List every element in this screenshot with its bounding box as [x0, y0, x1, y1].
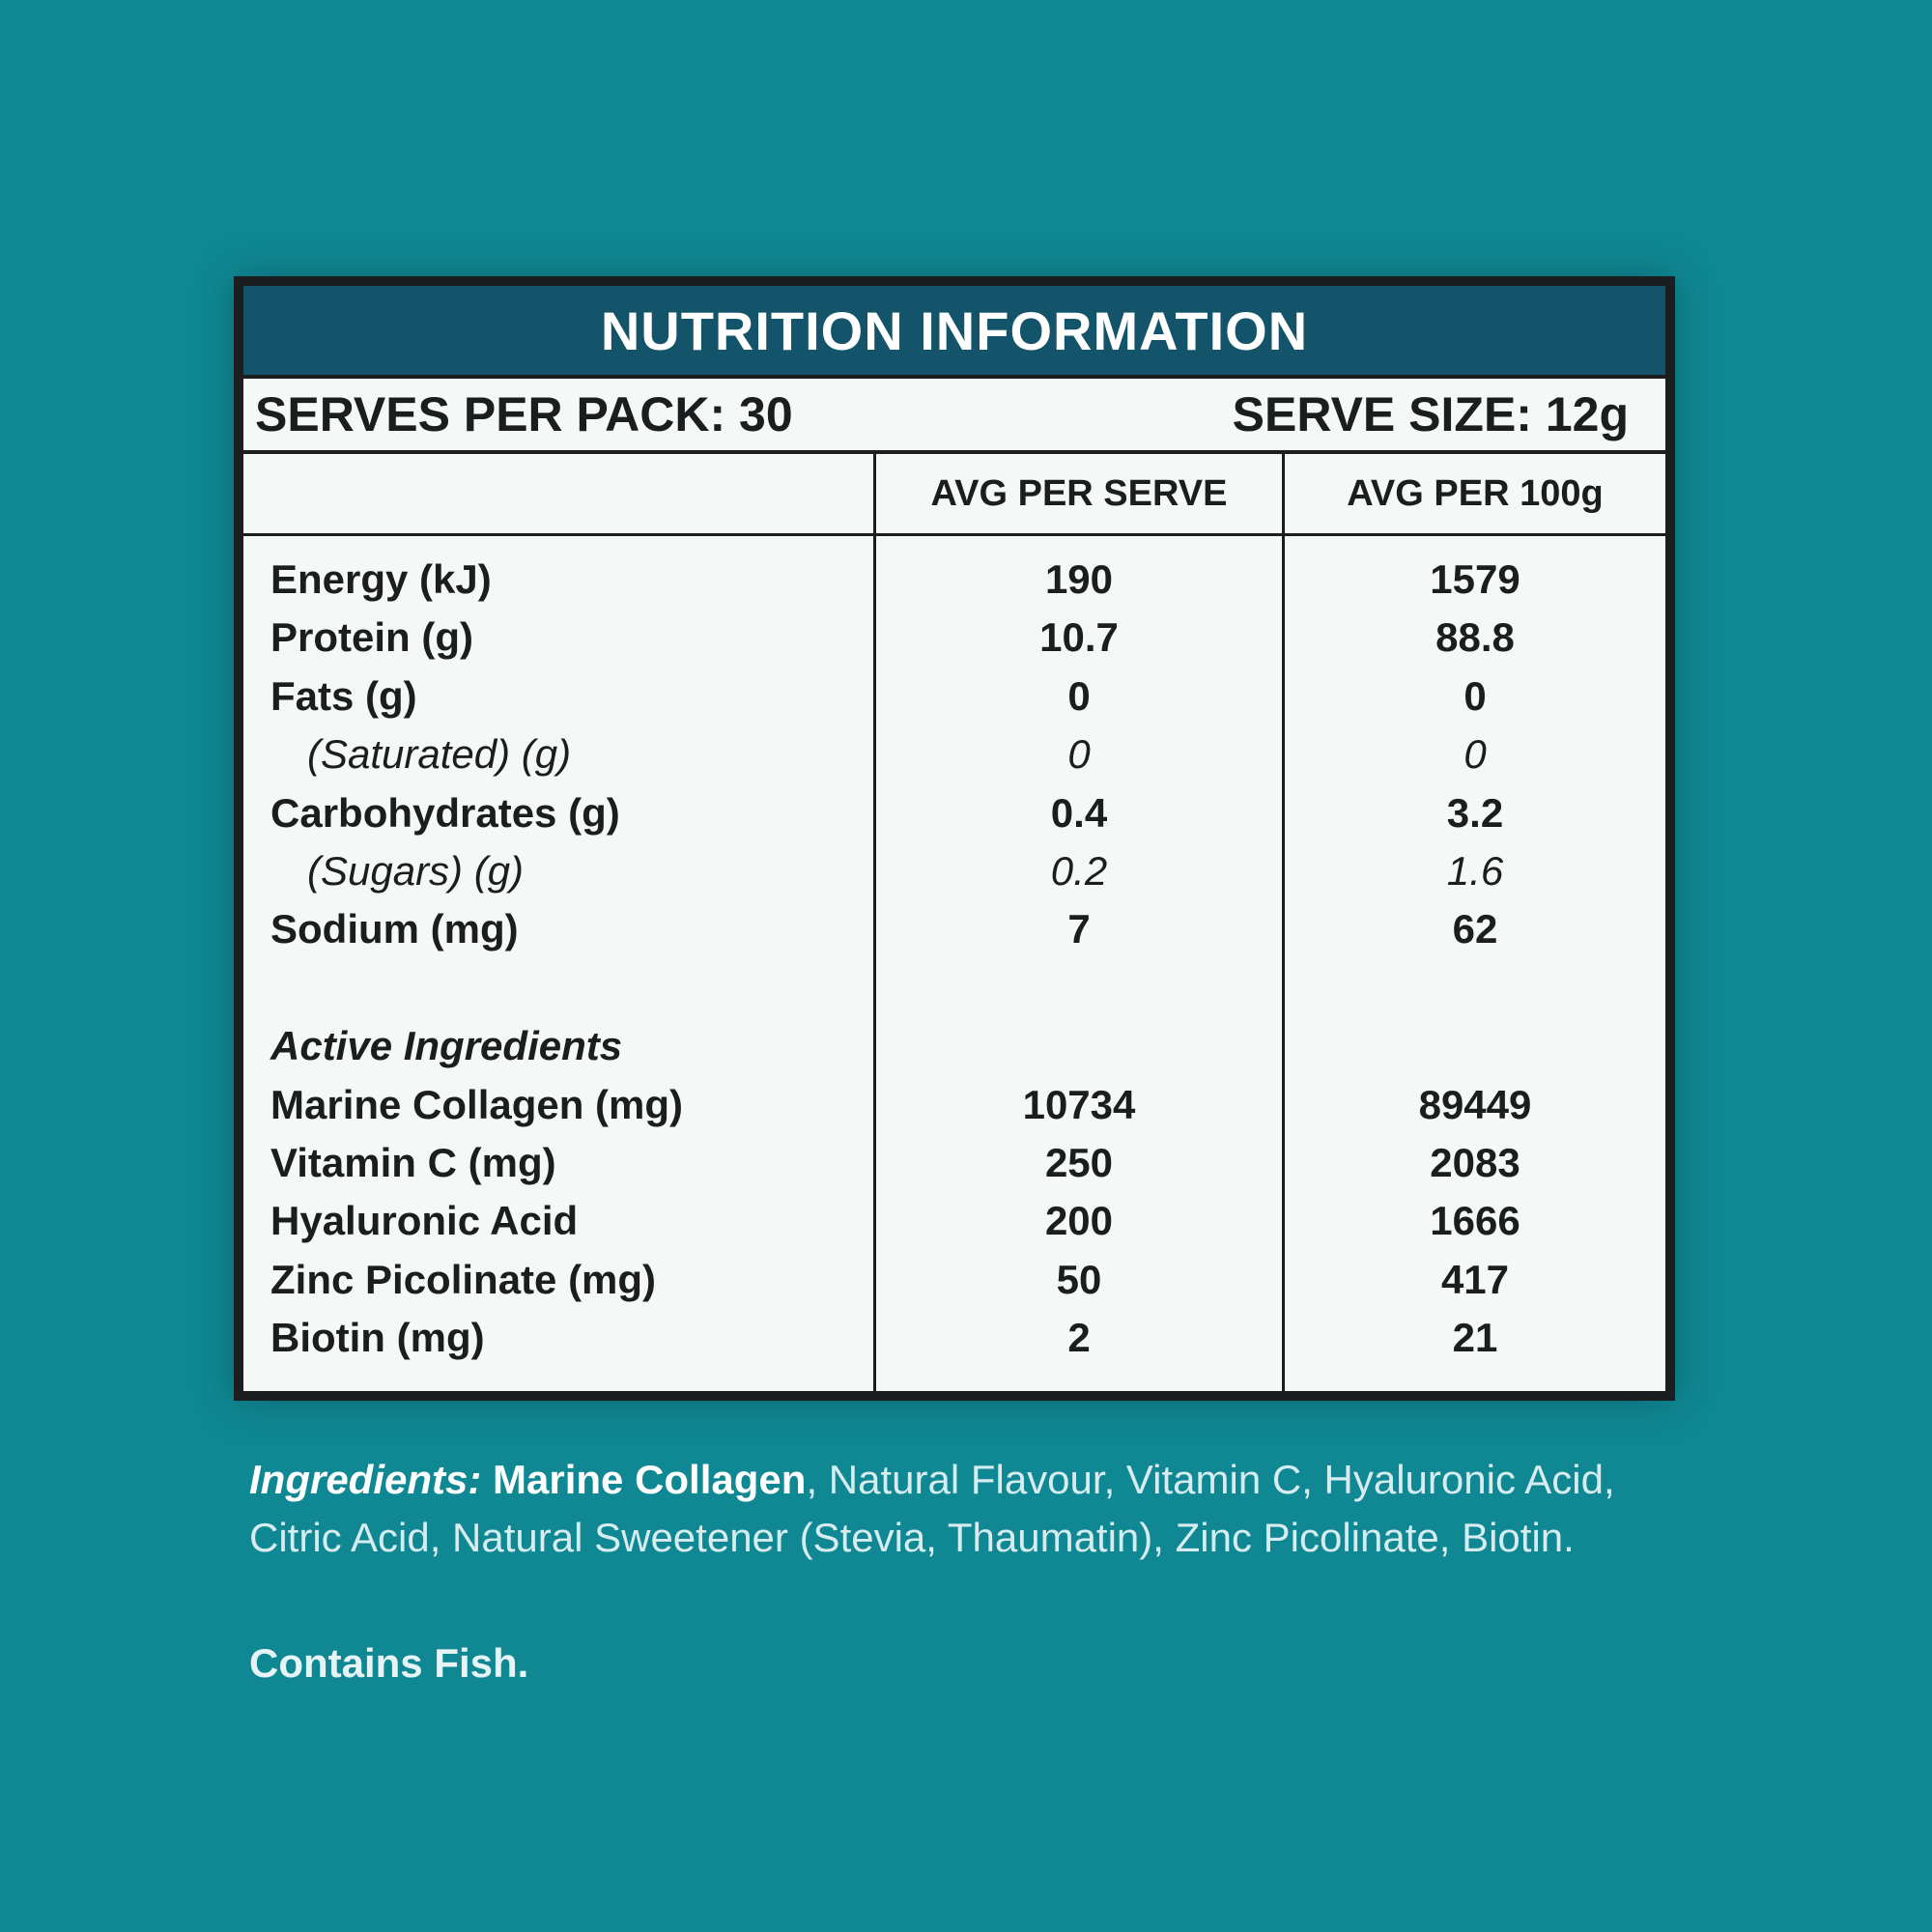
row-protein [243, 609, 1665, 667]
row-carbohydrates [243, 784, 1665, 842]
value-per-100g: 3.2 [1446, 789, 1504, 836]
row-label: Energy (kJ) [270, 556, 492, 602]
value-per-100g: 89449 [1418, 1081, 1532, 1127]
nutrition-rows [243, 551, 1665, 1367]
row-label: Biotin (mg) [270, 1315, 485, 1361]
section-heading: Active Ingredients [270, 1023, 623, 1069]
value-per-serve: 0.2 [1050, 847, 1108, 894]
column-header-serve: AVG PER SERVE [930, 472, 1228, 514]
row-saturated [243, 725, 1665, 783]
value-per-serve: 10734 [1022, 1081, 1136, 1127]
row-marine-collagen [243, 1076, 1665, 1134]
serve-row [243, 379, 1665, 454]
value-per-serve: 2 [1067, 1315, 1091, 1361]
row-label: Fats (g) [270, 672, 417, 719]
value-per-100g: 417 [1440, 1256, 1510, 1302]
nutrition-panel [234, 276, 1675, 1401]
row-biotin [243, 1309, 1665, 1367]
row-sodium [243, 900, 1665, 958]
row-energy [243, 551, 1665, 609]
row-label: Carbohydrates (g) [270, 789, 620, 836]
panel-title: NUTRITION INFORMATION [600, 299, 1309, 361]
row-label: Zinc Picolinate (mg) [270, 1256, 657, 1302]
value-per-100g: 2083 [1430, 1139, 1520, 1185]
row-label: Hyaluronic Acid [270, 1198, 579, 1244]
allergen-statement: Contains Fish. [249, 1640, 529, 1686]
value-per-serve: 190 [1044, 556, 1114, 602]
value-per-100g: 1.6 [1446, 847, 1504, 894]
row-active-ingredients-heading [243, 1017, 1665, 1075]
value-per-100g: 21 [1452, 1315, 1498, 1361]
value-per-serve: 10.7 [1039, 614, 1119, 661]
ingredients-list: , Natural Flavour, Vitamin C, Hyaluronic Acid, Citric Acid, Natural Sweetener (Stevia, Thaumatin), Zinc Picolinate, Biotin. [249, 1457, 1615, 1560]
row-spacer [243, 959, 1665, 1017]
row-hyaluronic-acid [243, 1192, 1665, 1250]
value-per-100g: 62 [1452, 906, 1498, 952]
row-label: Vitamin C (mg) [270, 1139, 556, 1185]
row-label: Protein (g) [270, 614, 473, 661]
value-per-serve: 0 [1067, 731, 1091, 778]
serves-per-pack: SERVES PER PACK: 30 [255, 387, 793, 441]
value-per-serve: 0 [1067, 672, 1091, 719]
row-sugars [243, 842, 1665, 900]
value-per-serve: 7 [1067, 906, 1091, 952]
value-per-100g: 1579 [1430, 556, 1520, 602]
column-header-100g: AVG PER 100g [1347, 472, 1604, 514]
header-divider [243, 533, 1665, 536]
row-label: (Sugars) (g) [307, 847, 525, 894]
ingredients-label: Ingredients: [249, 1457, 482, 1502]
value-per-100g: 1666 [1430, 1198, 1520, 1244]
serve-size: SERVE SIZE: 12g [1232, 387, 1629, 441]
row-label: Sodium (mg) [270, 906, 519, 952]
row-label: (Saturated) (g) [307, 731, 572, 778]
value-per-serve: 0.4 [1050, 789, 1108, 836]
value-per-100g: 0 [1463, 731, 1487, 778]
row-vitamin-c [243, 1134, 1665, 1192]
row-fats [243, 668, 1665, 725]
row-zinc-picolinate [243, 1251, 1665, 1309]
value-per-100g: 0 [1463, 672, 1487, 719]
ingredients-key-item: Marine Collagen [493, 1457, 807, 1502]
ingredients-statement [249, 1451, 1669, 1567]
row-label: Marine Collagen (mg) [270, 1081, 684, 1127]
value-per-serve: 250 [1044, 1139, 1114, 1185]
title-bar [243, 286, 1665, 379]
value-per-serve: 50 [1056, 1256, 1102, 1302]
value-per-serve: 200 [1044, 1198, 1114, 1244]
value-per-100g: 88.8 [1435, 614, 1515, 661]
